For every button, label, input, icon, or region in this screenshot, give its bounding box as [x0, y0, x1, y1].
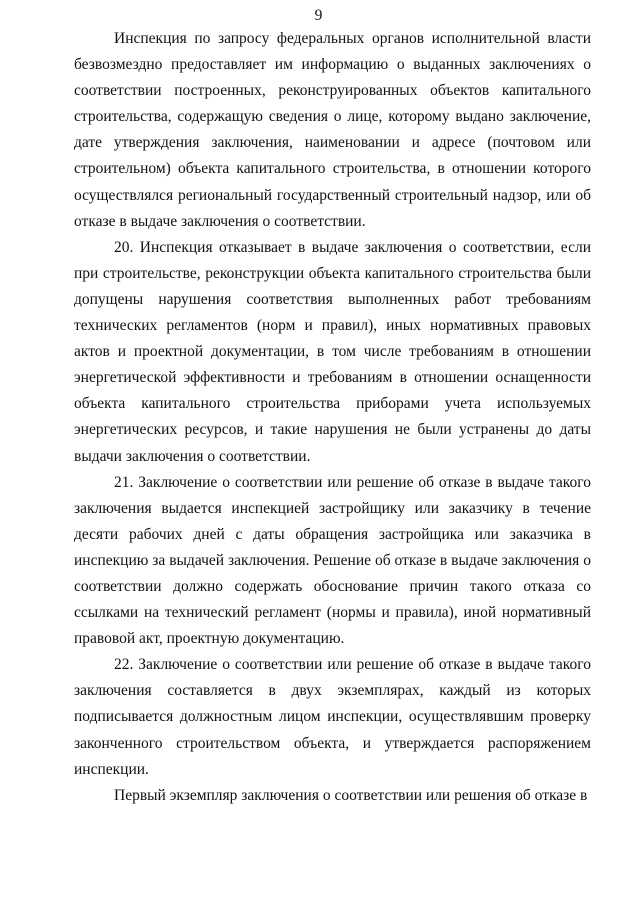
document-body: [74, 26, 591, 809]
paragraph-20-refusal-grounds: 20. Инспекция отказывает в выдаче заключения о соответствии, если при строительстве, реконструкции объекта капитального строительства были допущены нарушения соответствия выполненных работ требованиям технических регламентов (норм и правил), иных нормативных правовых актов и проектной документации, в том числе требованиям в отношении энергетической эффективности и требованиям в отношении оснащенности объекта капитального строительства приборами учета используемых энергетических ресурсов, и такие нарушения не были устранены до даты выдачи заключения о соответствии.: [74, 238, 591, 465]
paragraph-22-copies-and-approval: 22. Заключение о соответствии или решение об отказе в выдаче такого заключения составляется в двух экземплярах, каждый из которых подписывается должностным лицом инспекции, осуществлявшим проверку законченного строительством объекта, и утверждается распоряжением инспекции.: [74, 656, 591, 778]
paragraph-inspection-information: Инспекция по запросу федеральных органов исполнительной власти безвозмездно предоставляет им информацию о выданных заключениях о соответствии построенных, реконструированных объектов капитального строительства, содержащую сведения о лице, которому выдано заключение, дате утверждения заключения, наименовании и адресе (почтовом или строительном) объекта капитального строительства, в отношении которого осуществлялся региональный государственный строительный надзор, или об отказе в выдаче заключения о соответствии.: [74, 30, 591, 230]
page-number: 9: [314, 7, 323, 24]
paragraph-21-issuance-terms: 21. Заключение о соответствии или решение об отказе в выдаче такого заключения выдается инспекцией застройщику или заказчику в течение десяти рабочих дней с даты обращения застройщика или заказчика в инспекцию за выдачей заключения. Решение об отказе в выдаче заключения о соответствии должно содержать обоснование причин такого отказа со ссылками на технический регламент (нормы и правила), иной нормативный правовой акт, проектную документацию.: [74, 473, 591, 648]
paragraph-first-copy: Первый экземпляр заключения о соответствии или решения об отказе в: [114, 786, 588, 804]
